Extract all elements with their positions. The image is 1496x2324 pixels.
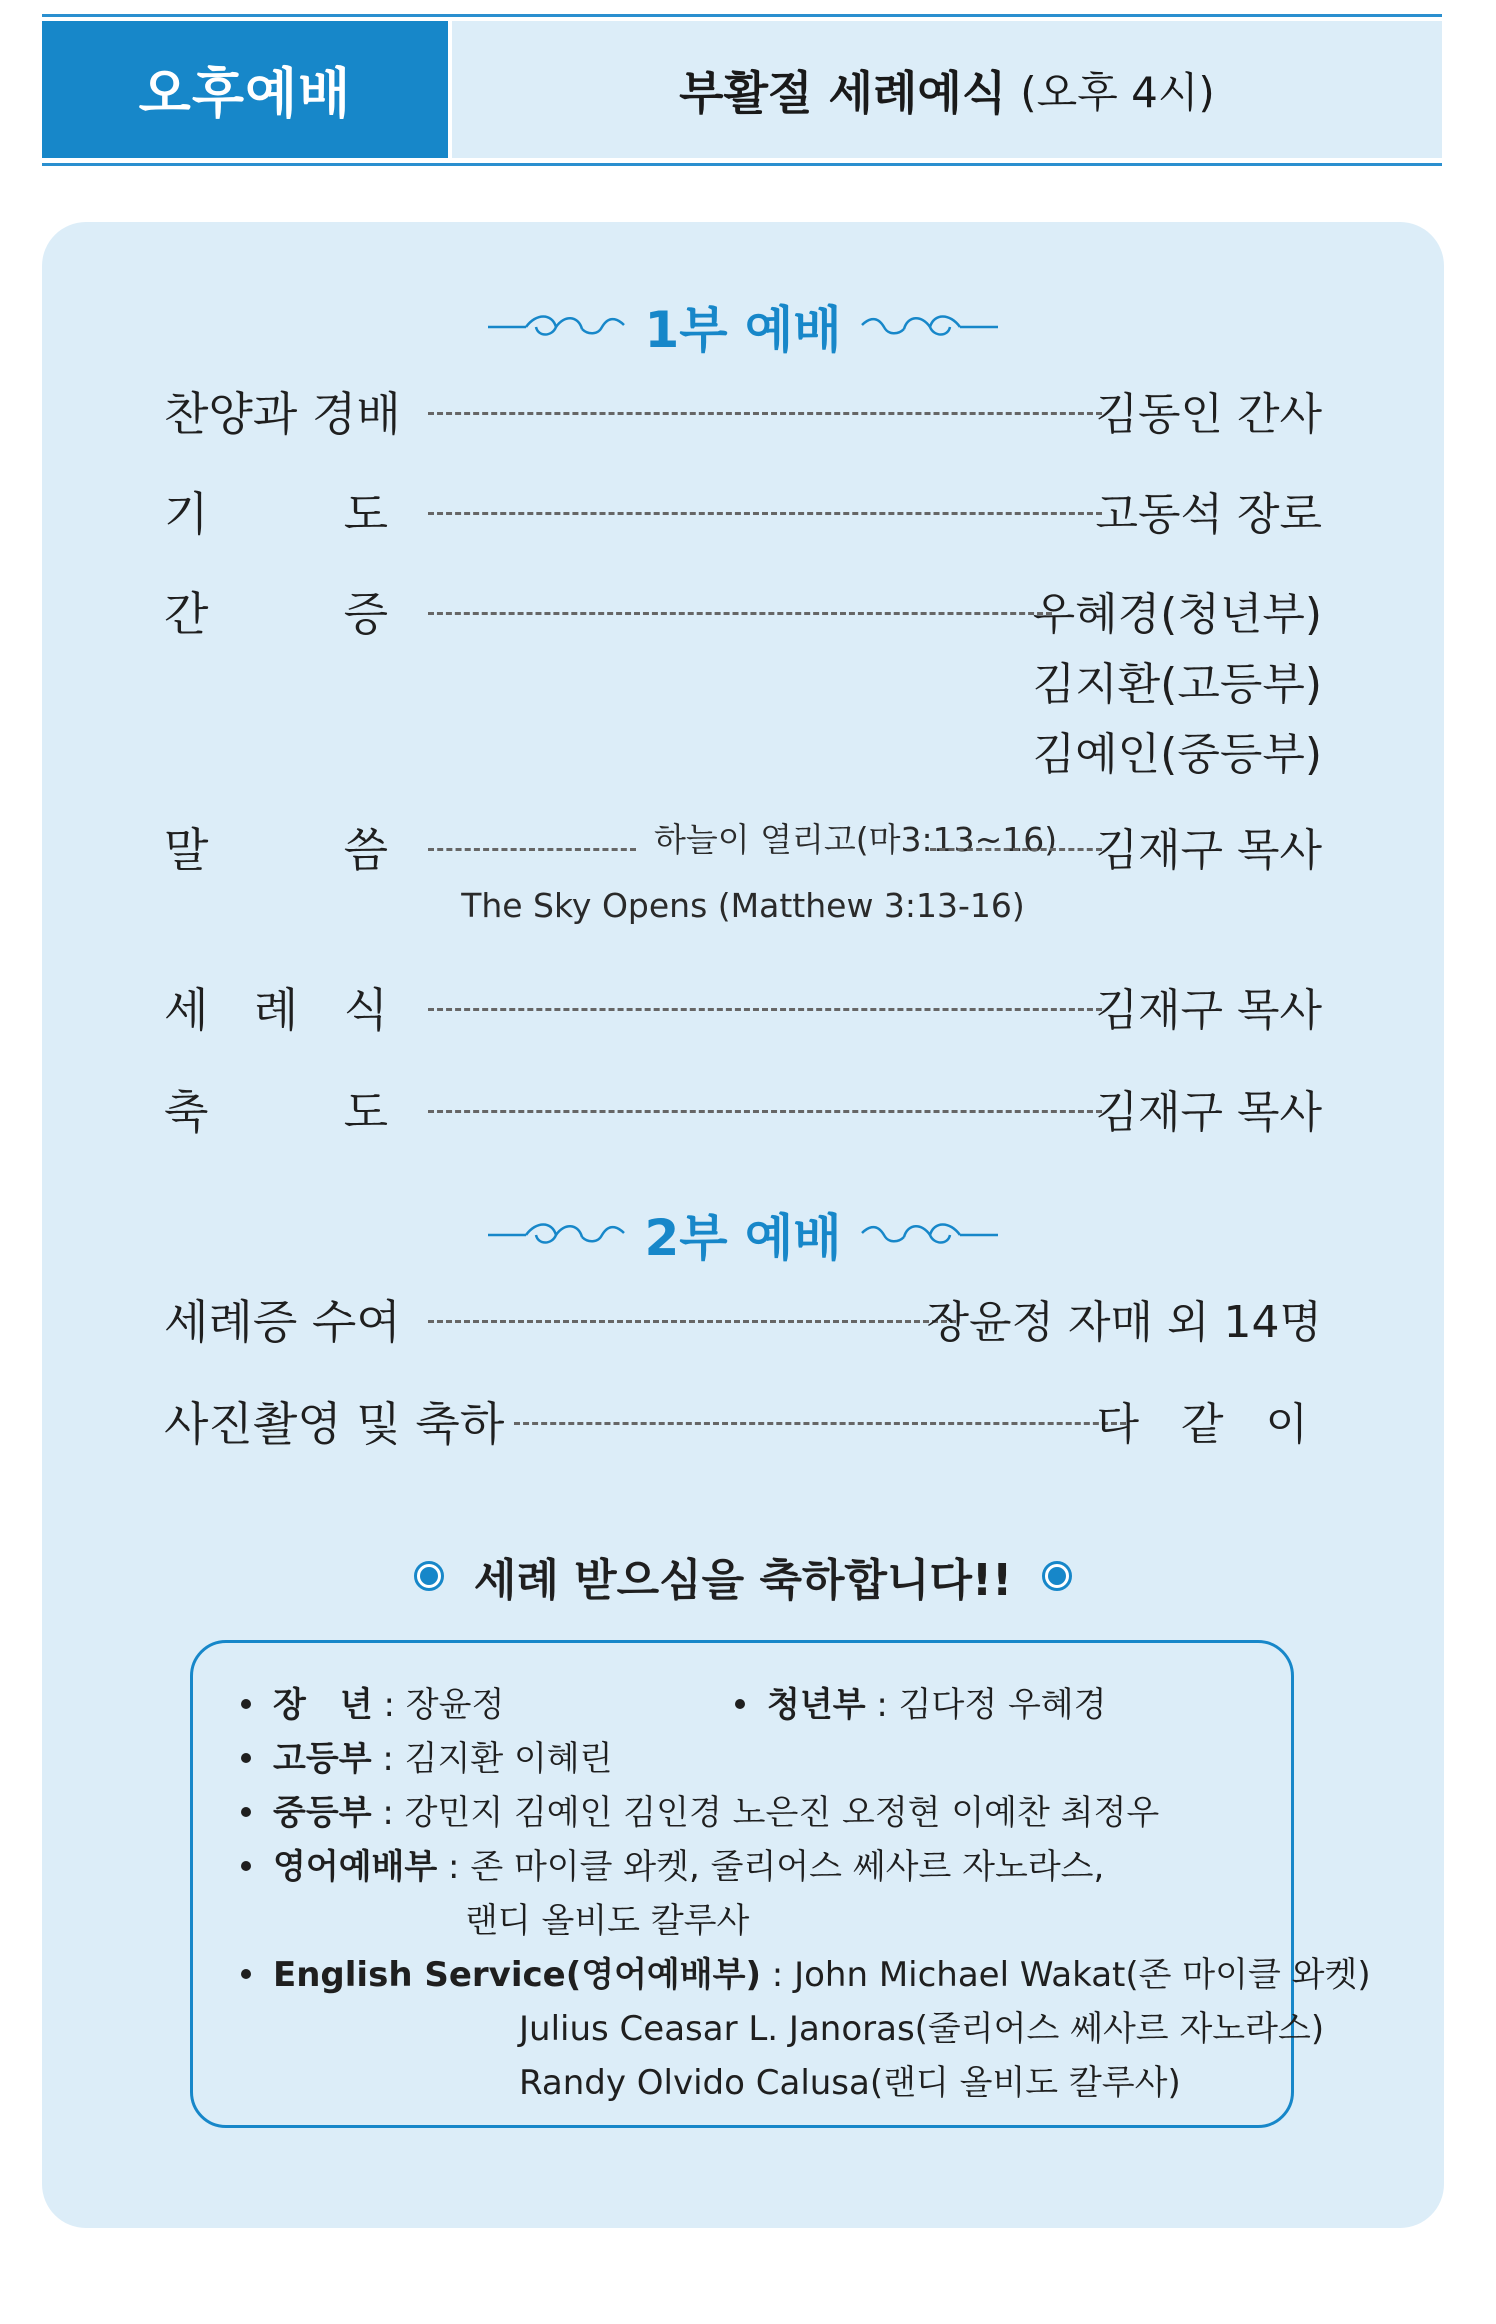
row-leader: 김재구 목사 [1095,985,1322,1036]
right-flourish-icon [860,311,1000,341]
event-time: (오후 4시) [1020,67,1215,117]
dotted-leader [428,412,1102,415]
congratulations-text: 세례 받으심을 축하합니다!! [473,1555,1013,1606]
service-event-title [452,21,1442,158]
sermon-title: 하늘이 열리고(마3:13~16) [654,820,1058,859]
part1-heading [42,290,1444,362]
list-item-english-ministry: 영어예배부 : 존 마이클 와켓, 줄리어스 쎄사르 자노라스, [241,1839,1104,1888]
row-label: 말 씀 [164,823,388,877]
testimony-extra-1: 김지환(고등부) [1032,659,1322,710]
row-leader: 우혜경(청년부) [1032,589,1322,640]
part1-title: 1부 예배 [644,301,842,359]
list-item-english-service-name: Julius Ceasar L. Janoras(줄리어스 쎄사르 자노라스) [519,2009,1325,2049]
testimony-extra-2: 김예인(중등부) [1032,729,1322,780]
row-leader: 김동인 간사 [1095,389,1322,440]
part2-title: 2부 예배 [644,1209,842,1267]
program-row-certificate [164,1286,1322,1349]
baptized-list-box [190,1640,1371,2128]
list-item-english-service-name: Randy Olvido Calusa(랜디 올비도 칼루사) [519,2063,1181,2103]
row-label: 세 례 식 [164,983,388,1037]
event-name: 부활절 세례예식 [679,65,1007,120]
dotted-leader [514,1422,1126,1425]
left-flourish-icon [486,1219,626,1249]
program-row-benediction [164,1076,1322,1139]
header-top-rule [42,14,1442,17]
list-item-high-school: 고등부 : 김지환 이혜린 [241,1731,613,1780]
dotted-leader [428,612,1052,615]
dotted-leader [930,848,1102,851]
dotted-leader [428,848,636,851]
row-label: 찬양과 경배 [164,387,401,441]
row-leader: 고동석 장로 [1095,489,1322,540]
service-time-title: 오후예배 [42,21,448,158]
sermon-title-english: The Sky Opens (Matthew 3:13-16) [461,886,1025,925]
left-flourish-icon [486,311,626,341]
program-row-prayer [164,478,1322,541]
bullet-circle-icon [1042,1561,1072,1591]
row-label: 세례증 수여 [164,1295,401,1349]
program-row-baptism [164,974,1322,1037]
program-row-sermon [164,814,1322,877]
bullet-circle-icon [414,1561,444,1591]
row-label: 사진촬영 및 축하 [164,1397,505,1451]
row-label: 축 도 [164,1085,388,1139]
congratulations-banner [42,1544,1444,1608]
row-label: 간 증 [164,587,388,641]
dotted-leader [428,512,1102,515]
list-item-young-adult: 청년부 : 김다정 우혜경 [735,1677,1107,1726]
row-leader: 장윤정 자매 외 14명 [926,1297,1322,1348]
list-item-elder: 장 년 : 장윤정 [241,1677,504,1726]
program-row-praise [164,378,1322,441]
program-row-photo [164,1388,1322,1451]
program-row-testimony [164,578,1322,641]
list-item-english-ministry-cont: 랜디 올비도 칼루사 [465,1901,750,1941]
row-label: 기 도 [164,487,388,541]
list-item-english-service: English Service(영어예배부) : John Michael Wakat(존 마이클 와켓) [241,1947,1371,1996]
row-leader: 김재구 목사 [1095,825,1322,876]
row-leader: 김재구 목사 [1095,1087,1322,1138]
dotted-leader [428,1320,956,1323]
right-flourish-icon [860,1219,1000,1249]
list-item-middle-school: 중등부 : 강민지 김예인 김인경 노은진 오정현 이예찬 최정우 [241,1785,1159,1834]
part2-heading [42,1198,1444,1270]
dotted-leader [428,1110,1102,1113]
row-leader: 다 같 이 [1096,1399,1322,1450]
dotted-leader [428,1008,1102,1011]
header-bottom-rule [42,163,1442,166]
